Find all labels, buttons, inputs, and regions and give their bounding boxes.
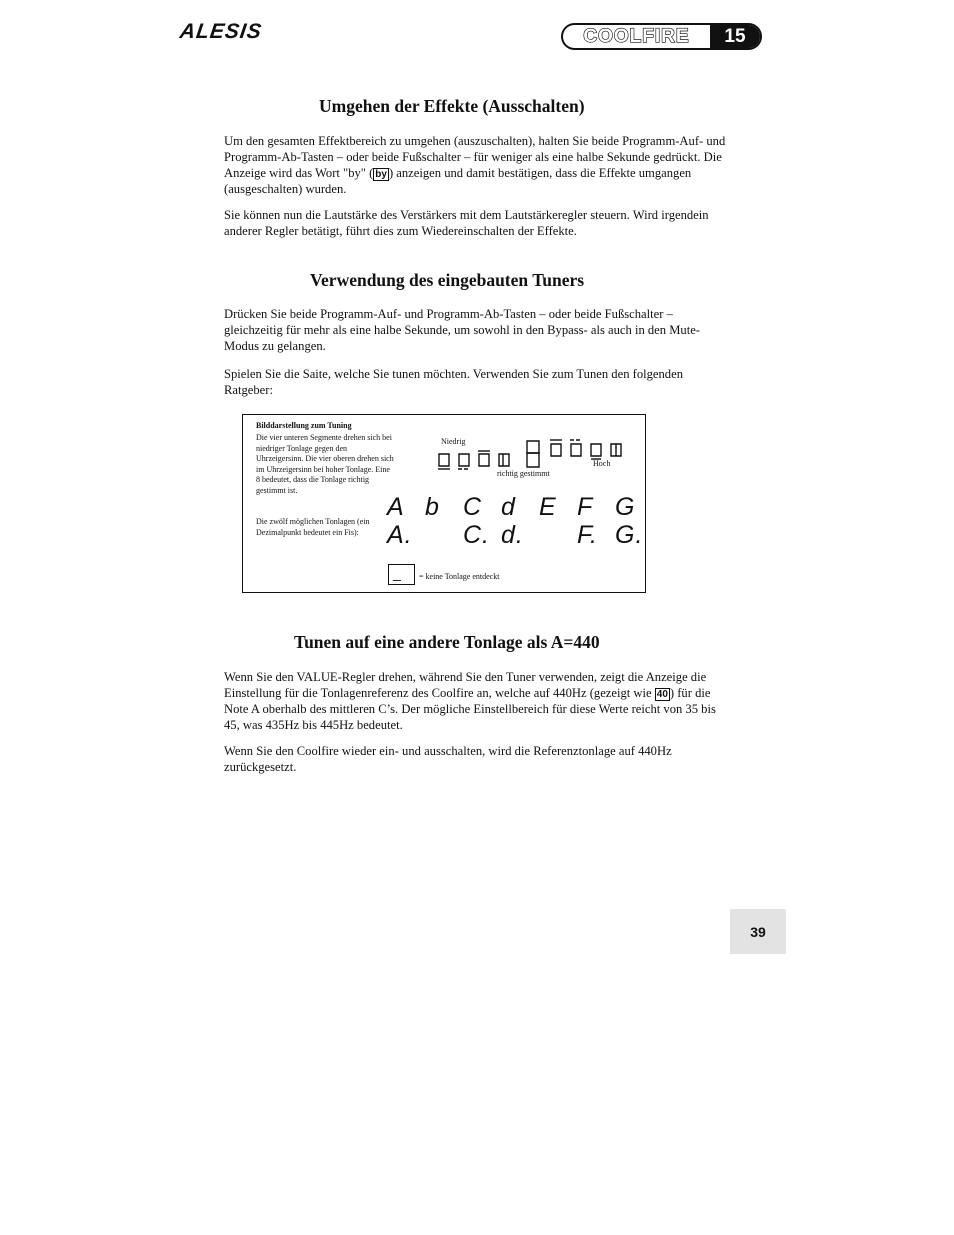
- paragraph-text: ) für die Note A oberhalb des mittleren C’s. Der mögliche Einstellbereich für diese Werte reicht von 35 bis 45, was 435Hz bis 445Hz bedeutet.: [224, 686, 716, 732]
- coolfire-logo-text: COOLFIRE: [583, 25, 690, 47]
- note-g: G: [615, 493, 636, 521]
- section-title-tuner: Verwendung des eingebauten Tuners: [310, 270, 585, 290]
- note-f: F: [577, 493, 594, 521]
- coolfire-logo-number: 15: [710, 25, 760, 48]
- tuner-low-label: Niedrig: [441, 437, 466, 446]
- notes-row-1: [387, 493, 653, 522]
- note-a-sharp: A.: [387, 521, 413, 549]
- low-digit-3: [478, 451, 490, 466]
- section-title-bypass: Umgehen der Effekte (Ausschalten): [319, 96, 585, 116]
- paragraph-reference-2: Wenn Sie den Coolfire wieder ein- und ausschalten, wird die Referenztonlage auf 440Hz zurückgesetzt.: [224, 744, 672, 774]
- note-c: C: [463, 493, 483, 521]
- note-b: b: [425, 493, 440, 521]
- paragraph-bypass-1: [224, 133, 730, 197]
- note-a: A: [387, 493, 405, 521]
- note-g-sharp: G.: [615, 521, 644, 549]
- tuned-eight: [527, 441, 539, 467]
- alesis-logo: ALESIS: [178, 20, 264, 43]
- high-digit-3: [591, 444, 601, 459]
- tuner-tuned-label: richtig gestimmt: [497, 469, 550, 478]
- tuner-high-label: Hoch: [593, 459, 611, 468]
- no-note-label: = keine Tonlage entdeckt: [419, 572, 500, 581]
- no-note-symbol: _: [388, 564, 415, 585]
- paragraph-text: Wenn Sie den VALUE-Regler drehen, während Sie den Tuner verwenden, zeigt die Anzeige die Einstellung für die Tonlagenreferenz des Coolfire an, welche auf 440Hz (gezeigt wie: [224, 670, 707, 700]
- high-digit-2: [570, 440, 582, 456]
- note-e: E: [539, 493, 557, 521]
- coolfire-logo: [561, 23, 762, 50]
- tuner-figure-heading: Bilddarstellung zum Tuning: [256, 421, 352, 430]
- paragraph-text: Um den gesamten Effektbereich zu umgehen (auszuschalten), halten Sie beide Programm-Auf- und Programm-Ab-Tasten – oder beide Fußschalter – für weniger als eine halbe Sekunde gedrückt. Die Anzeige wird das Wort "by" (: [224, 134, 726, 180]
- tuner-figure: [242, 414, 646, 593]
- paragraph-bypass-2: Sie können nun die Lautstärke des Verstärkers mit dem Lautstärkeregler steuern. Wird irgendein anderer Regler betätigt, führt dies zum Wiedereinschalten der Effekte.: [224, 208, 709, 238]
- paragraph-tuner-1: Drücken Sie beide Programm-Auf- und Programm-Ab-Tasten – oder beide Fußschalter – gleichzeitig für mehr als eine halbe Sekunde, um sowohl in den Bypass- als auch in den Mute-Modus zu gelangen.: [224, 307, 700, 353]
- display-by-badge: by: [375, 169, 387, 180]
- section-title-reference: Tunen auf eine andere Tonlage als A=440: [294, 632, 600, 652]
- notes-row-2: [387, 521, 653, 550]
- paragraph-text: ) anzeigen und damit bestätigen, dass die Effekte umgangen (ausgeschalten) wurden.: [224, 166, 692, 196]
- high-digit-1: [550, 440, 562, 456]
- paragraph-tuner-2: Spielen Sie die Saite, welche Sie tunen möchten. Verwenden Sie zum Tunen den folgenden Ratgeber:: [224, 367, 683, 397]
- tuner-segment-display: [433, 437, 633, 471]
- low-digit-1: [438, 454, 450, 469]
- note-d-sharp: d.: [501, 521, 524, 549]
- note-d: d: [501, 493, 516, 521]
- page-number: 39: [730, 909, 786, 954]
- tuner-notes-caption: Die zwölf möglichen Tonlagen (ein Dezimalpunkt bedeutet ein Fis):: [256, 517, 370, 537]
- low-digit-2: [458, 454, 470, 469]
- display-40-badge: 40: [656, 689, 668, 700]
- high-digit-4: [611, 444, 621, 456]
- paragraph-reference-1: [224, 669, 730, 733]
- note-f-sharp: F.: [577, 521, 598, 549]
- tuner-figure-description: Die vier unteren Segmente drehen sich bei niedriger Tonlage gegen den Uhrzeigersinn. Die vier oberen drehen sich im Uhrzeigersinn bei hoher Tonlage. Eine 8 bedeutet, dass die Tonlage richtig gestimmt ist.: [256, 433, 394, 495]
- note-c-sharp: C.: [463, 521, 490, 549]
- low-digit-4: [499, 454, 509, 466]
